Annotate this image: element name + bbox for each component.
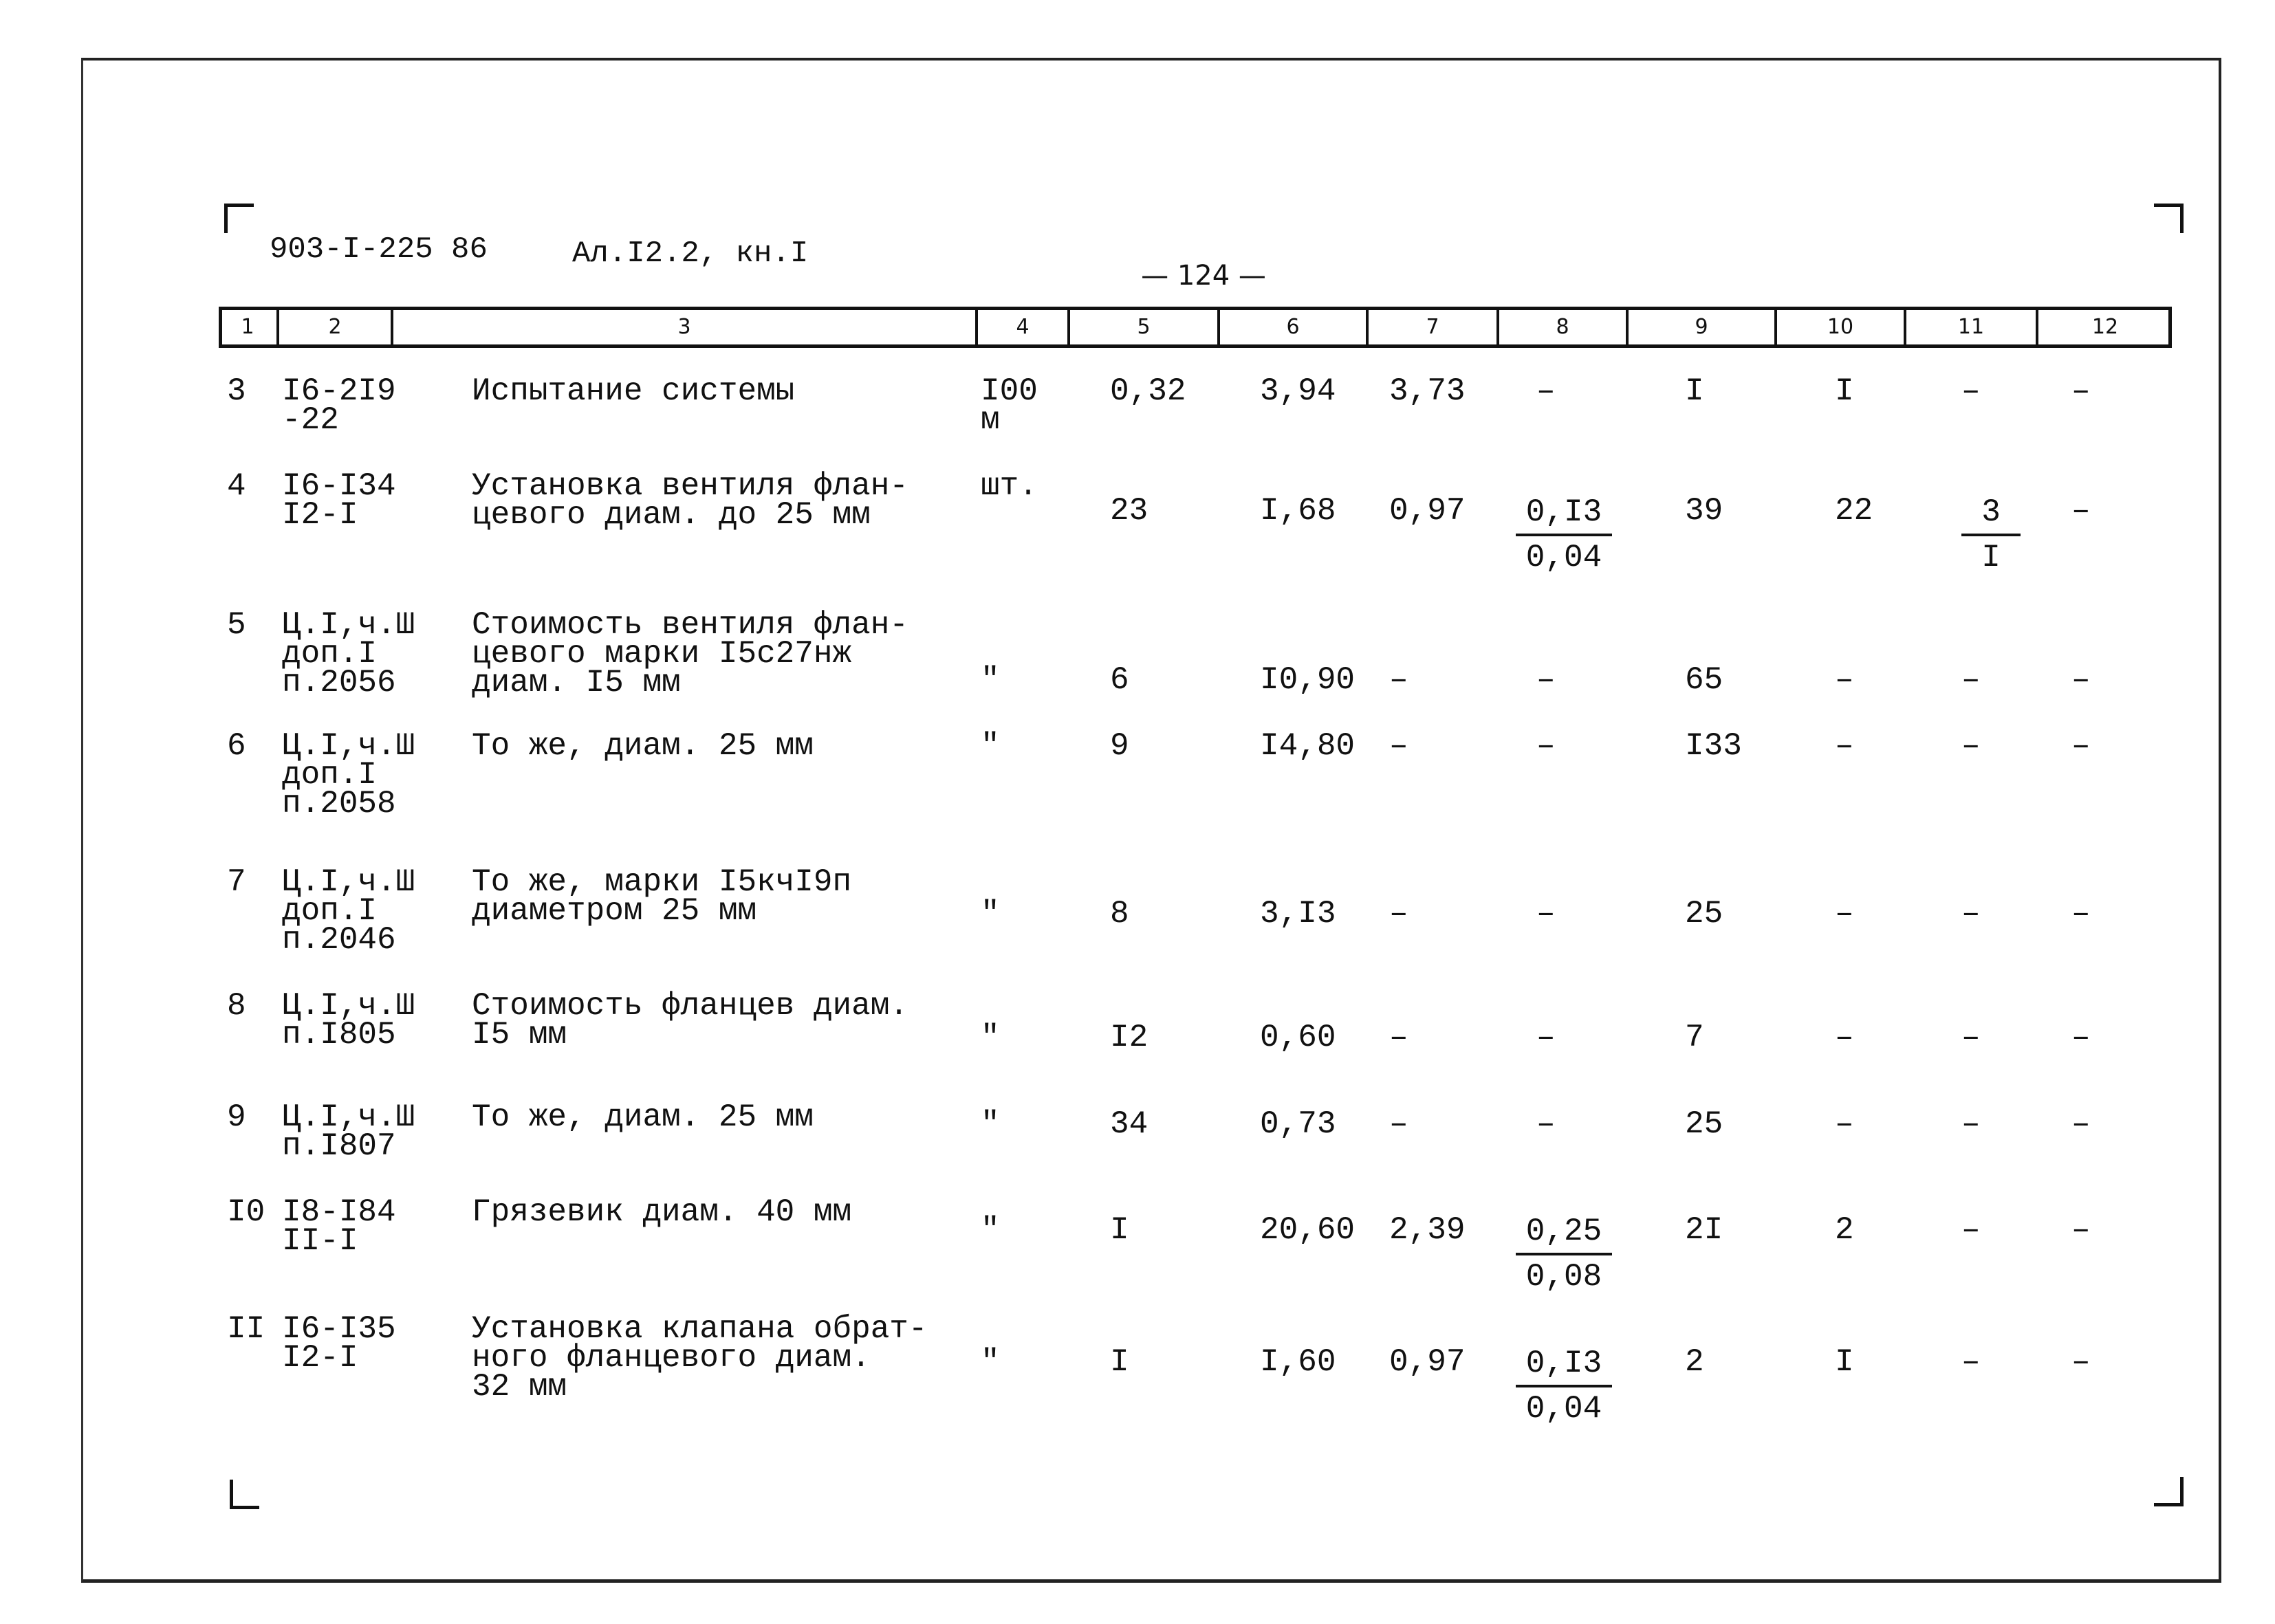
- row-number: 9: [227, 1099, 246, 1135]
- column-8-value: –: [1536, 728, 1556, 764]
- corner-mark-bottom-right: [2154, 1477, 2184, 1506]
- row-number: II: [227, 1311, 265, 1347]
- total-cost: 39: [1685, 493, 1723, 529]
- pricing-code: I6-I35 I2-I: [282, 1311, 396, 1376]
- column-11-value: –: [1961, 662, 1981, 698]
- unit-of-measure: ": [981, 1020, 1000, 1055]
- unit-of-measure: ": [981, 896, 1000, 932]
- total-cost: 7: [1685, 1020, 1704, 1055]
- unit-of-measure: ": [981, 1212, 1000, 1248]
- unit-cost: 20,60: [1260, 1212, 1356, 1248]
- column-number-1: 1: [241, 315, 254, 339]
- unit-of-measure: шт.: [981, 468, 1038, 504]
- row-number: 6: [227, 728, 246, 764]
- pricing-code: Ц.I,ч.Ш п.I805: [282, 988, 415, 1053]
- row-number: 3: [227, 373, 246, 409]
- corner-mark-top-left: [224, 204, 254, 233]
- pricing-code: I6-2I9 -22: [282, 373, 396, 438]
- unit-cost: I,68: [1260, 493, 1336, 529]
- unit-of-measure: ": [981, 1106, 1000, 1142]
- quantity: I: [1110, 1212, 1129, 1248]
- column-12-value: –: [2071, 1212, 2091, 1248]
- pricing-code: Ц.I,ч.Ш п.I807: [282, 1099, 415, 1164]
- column-12-value: –: [2071, 493, 2091, 529]
- column-11-value: –: [1961, 1106, 1981, 1142]
- column-11-fraction-numerator: 3: [1961, 496, 2021, 536]
- column-11-value: –: [1961, 1212, 1981, 1248]
- work-description: Испытание системы: [472, 373, 795, 409]
- column-11-value: –: [1961, 1020, 1981, 1055]
- album-reference: Ал.I2.2, кн.I: [572, 237, 809, 271]
- column-number-12: 12: [2036, 307, 2172, 348]
- pricing-code: Ц.I,ч.Ш доп.I п.2056: [282, 607, 415, 701]
- unit-cost: 3,I3: [1260, 896, 1336, 932]
- column-8-fraction-numerator: 0,25: [1516, 1216, 1612, 1255]
- pricing-code: Ц.I,ч.Ш доп.I п.2046: [282, 864, 415, 958]
- work-description: То же, диам. 25 мм: [472, 1099, 814, 1135]
- column-7-value: –: [1389, 1106, 1408, 1142]
- column-number-3: 3: [391, 307, 975, 348]
- column-12-value: –: [2071, 373, 2091, 409]
- row-number: I0: [227, 1194, 265, 1230]
- quantity: I: [1110, 1344, 1129, 1380]
- quantity: 9: [1110, 728, 1129, 764]
- unit-cost: I4,80: [1260, 728, 1356, 764]
- column-number-6: 6: [1217, 307, 1366, 348]
- column-10-value: –: [1835, 662, 1854, 698]
- column-8-fraction-numerator: 0,I3: [1516, 1348, 1612, 1387]
- column-number-2: 2: [276, 307, 391, 348]
- column-8-value: –: [1536, 662, 1556, 698]
- column-11-value: –: [1961, 1344, 1981, 1380]
- column-8-value: –: [1536, 1020, 1556, 1055]
- column-7-value: 0,97: [1389, 1344, 1466, 1380]
- column-number-5: 5: [1067, 307, 1217, 348]
- column-7-value: –: [1389, 662, 1408, 698]
- column-10-value: –: [1835, 1020, 1854, 1055]
- total-cost: 65: [1685, 662, 1723, 698]
- quantity: 34: [1110, 1106, 1149, 1142]
- row-number: 4: [227, 468, 246, 504]
- quantity: 0,32: [1110, 373, 1186, 409]
- row-number: 5: [227, 607, 246, 643]
- total-cost: 2: [1685, 1344, 1704, 1380]
- pricing-code: Ц.I,ч.Ш доп.I п.2058: [282, 728, 415, 822]
- column-12-value: –: [2071, 662, 2091, 698]
- work-description: Установка вентиля флан- цевого диам. до 25 мм: [472, 468, 908, 533]
- work-description: Стоимость вентиля флан- цевого марки I5с27нж диам. I5 мм: [472, 607, 908, 701]
- quantity: 8: [1110, 896, 1129, 932]
- column-8-fraction: [1516, 1216, 1612, 1293]
- column-8-value: –: [1536, 896, 1556, 932]
- column-8-fraction: [1516, 496, 1612, 573]
- page-number: — 124 —: [1141, 260, 1266, 292]
- work-description: Установка клапана обрат- ного фланцевого диам. 32 мм: [472, 1311, 928, 1405]
- quantity: 6: [1110, 662, 1129, 698]
- column-12-value: –: [2071, 896, 2091, 932]
- corner-mark-bottom-left: [230, 1480, 259, 1509]
- unit-of-measure: I00 м: [981, 373, 1038, 438]
- column-11-value: –: [1961, 728, 1981, 764]
- column-12-value: –: [2071, 1106, 2091, 1142]
- column-11-fraction: [1961, 496, 2021, 573]
- document-code: 903-I-225 86: [270, 232, 488, 267]
- column-12-value: –: [2071, 728, 2091, 764]
- column-number-4: 4: [975, 307, 1067, 348]
- pricing-code: I6-I34 I2-I: [282, 468, 396, 533]
- column-12-value: –: [2071, 1020, 2091, 1055]
- column-10-value: 2: [1835, 1212, 1854, 1248]
- column-7-value: 2,39: [1389, 1212, 1466, 1248]
- unit-of-measure: ": [981, 1344, 1000, 1380]
- row-number: 7: [227, 864, 246, 900]
- column-number-11: 11: [1904, 307, 2036, 348]
- total-cost: 25: [1685, 896, 1723, 932]
- row-number: 8: [227, 988, 246, 1024]
- column-10-value: –: [1835, 1106, 1854, 1142]
- column-10-value: 22: [1835, 493, 1873, 529]
- total-cost: I33: [1685, 728, 1742, 764]
- column-10-value: I: [1835, 373, 1854, 409]
- unit-cost: 3,94: [1260, 373, 1336, 409]
- column-7-value: 3,73: [1389, 373, 1466, 409]
- column-number-7: 7: [1366, 307, 1496, 348]
- unit-cost: I0,90: [1260, 662, 1356, 698]
- column-8-fraction-denominator: 0,08: [1525, 1259, 1602, 1295]
- unit-cost: 0,60: [1260, 1020, 1336, 1055]
- column-11-fraction-denominator: I: [1981, 540, 2001, 575]
- column-8-fraction: [1516, 1348, 1612, 1425]
- unit-cost: I,60: [1260, 1344, 1336, 1380]
- work-description: Грязевик диам. 40 мм: [472, 1194, 852, 1230]
- column-10-value: –: [1835, 728, 1854, 764]
- column-11-value: –: [1961, 373, 1981, 409]
- column-7-value: –: [1389, 1020, 1408, 1055]
- pricing-code: I8-I84 II-I: [282, 1194, 396, 1259]
- column-7-value: 0,97: [1389, 493, 1466, 529]
- quantity: I2: [1110, 1020, 1149, 1055]
- unit-of-measure: ": [981, 728, 1000, 764]
- total-cost: 25: [1685, 1106, 1723, 1142]
- column-8-fraction-numerator: 0,I3: [1516, 496, 1612, 536]
- work-description: Стоимость фланцев диам. I5 мм: [472, 988, 908, 1053]
- total-cost: 2I: [1685, 1212, 1723, 1248]
- column-12-value: –: [2071, 1344, 2091, 1380]
- column-11-value: –: [1961, 896, 1981, 932]
- column-10-value: –: [1835, 896, 1854, 932]
- column-number-8: 8: [1496, 307, 1626, 348]
- column-number-10: 10: [1774, 307, 1904, 348]
- work-description: То же, марки I5кчI9п диаметром 25 мм: [472, 864, 852, 929]
- column-7-value: –: [1389, 896, 1408, 932]
- quantity: 23: [1110, 493, 1149, 529]
- column-8-fraction-denominator: 0,04: [1525, 540, 1602, 575]
- corner-mark-top-right: [2154, 204, 2184, 233]
- column-8-value: –: [1536, 373, 1556, 409]
- column-8-value: –: [1536, 1106, 1556, 1142]
- work-description: То же, диам. 25 мм: [472, 728, 814, 764]
- column-number-9: 9: [1626, 307, 1774, 348]
- unit-of-measure: ": [981, 662, 1000, 698]
- total-cost: I: [1685, 373, 1704, 409]
- unit-cost: 0,73: [1260, 1106, 1336, 1142]
- column-8-fraction-denominator: 0,04: [1525, 1391, 1602, 1427]
- column-7-value: –: [1389, 728, 1408, 764]
- column-10-value: I: [1835, 1344, 1854, 1380]
